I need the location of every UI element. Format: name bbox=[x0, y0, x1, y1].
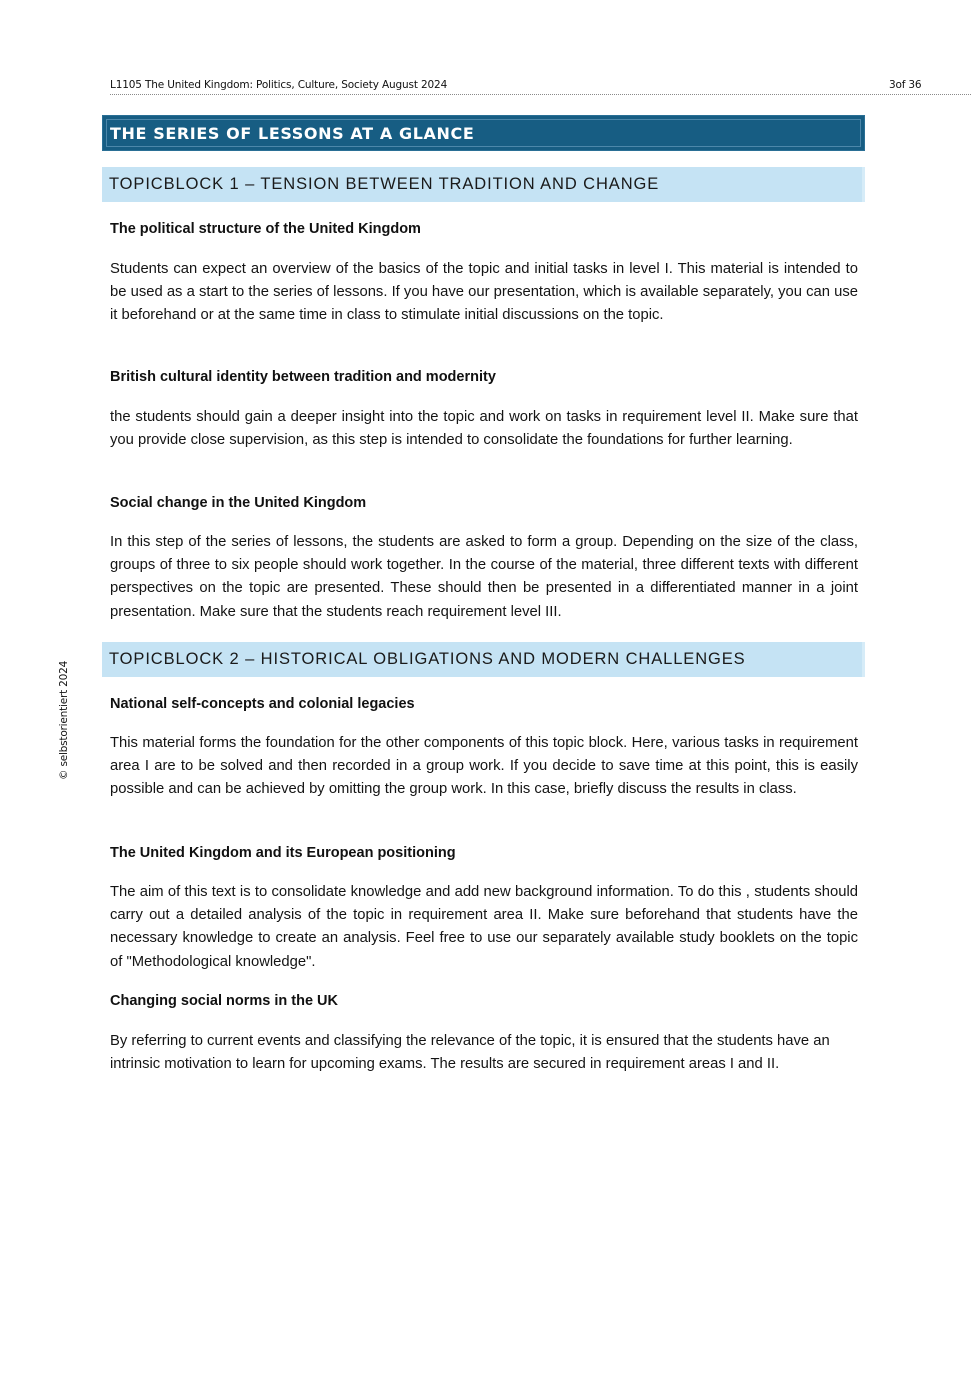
section-heading: Changing social norms in the UK bbox=[110, 993, 338, 1009]
section-heading: The United Kingdom and its European positioning bbox=[110, 845, 456, 861]
topic-block-2-title: TOPICBLOCK 2 – HISTORICAL OBLIGATIONS AND MODERN CHALLENGES bbox=[109, 650, 746, 668]
section-heading: Social change in the United Kingdom bbox=[110, 495, 367, 511]
section-body: By referring to current events and classifying the relevance of the topic, it is ensured that the students have an intrinsic motivation to learn for upcoming exams. The results are secured in requirement areas I and II. bbox=[110, 1033, 830, 1073]
topic-block-1-banner bbox=[102, 167, 865, 202]
page-number: 3of 36 bbox=[889, 79, 922, 91]
section-body: In this step of the series of lessons, the students are asked to form a group. Depending on the size of the class, groups of three to six people should work together. In the course of the material, three different texts with different perspectives on the topic are presented. These should then be presented in a differentiated manner in a joint presentation. Make sure that the students reach requirement level III. bbox=[110, 534, 858, 620]
main-title: THE SERIES OF LESSONS AT A GLANCE bbox=[110, 124, 475, 143]
section-heading: National self-concepts and colonial legacies bbox=[110, 696, 415, 712]
topic-block-1-title: TOPICBLOCK 1 – TENSION BETWEEN TRADITION AND CHANGE bbox=[109, 175, 660, 193]
section-body: The aim of this text is to consolidate knowledge and add new background information. To do this , students should carry out a detailed analysis of the topic in requirement area II. Make sure beforehand that students have the necessary knowledge to create an analysis. Feel free to use our separately available study booklets on the topic of "Methodological knowledge". bbox=[110, 884, 858, 970]
section-body: Students can expect an overview of the basics of the topic and initial tasks in level I. This material is intended to be used as a start to the series of lessons. If you have our presentation, which is available separately, you can use it beforehand or at the same time in class to stimulate initial discussions on the topic. bbox=[110, 261, 858, 324]
section-heading: The political structure of the United Kingdom bbox=[110, 221, 421, 237]
section-body: the students should gain a deeper insight into the topic and work on tasks in requirement level II. Make sure that you provide close supervision, as this step is intended to consolidate the foundations for further learning. bbox=[110, 409, 858, 449]
section-body: This material forms the foundation for the other components of this topic block. Here, various tasks in requirement area I are to be solved and then recorded in a group work. If you decide to save time at this point, this is easily possible and can be achieved by omitting the group work. In this case, briefly discuss the results in class. bbox=[110, 735, 858, 798]
copyright-note: © selbstorientiert 2024 bbox=[58, 660, 70, 780]
page-header bbox=[110, 77, 971, 95]
document-title: L1105 The United Kingdom: Politics, Culture, Society August 2024 bbox=[110, 79, 448, 91]
topic-block-2-banner bbox=[102, 642, 865, 677]
section-heading: British cultural identity between tradition and modernity bbox=[110, 369, 496, 385]
main-title-banner bbox=[102, 115, 865, 151]
